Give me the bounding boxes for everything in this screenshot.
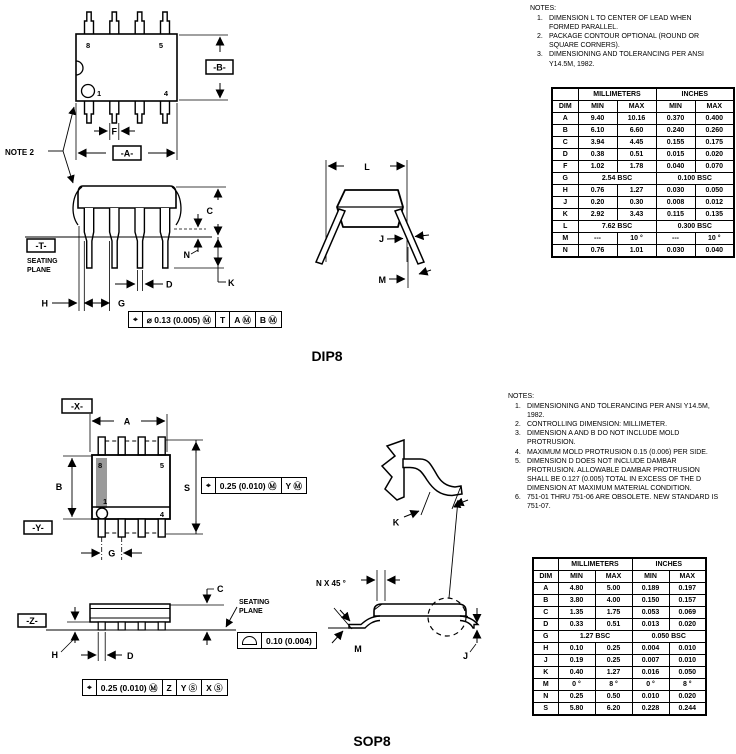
dim-cell: 0.150 xyxy=(632,595,669,607)
dim-cell: D xyxy=(533,619,558,631)
fcf-cell: ⌖ xyxy=(83,680,97,695)
dim-row xyxy=(552,209,734,221)
datum-label-Y: -Y- xyxy=(32,523,44,533)
dim-cell: 0.400 xyxy=(695,113,734,125)
dim-label-F: F xyxy=(111,126,118,137)
note-number: 5. xyxy=(515,457,521,465)
dip8-pin4-number: 4 xyxy=(163,89,168,98)
datum-label-T: -T- xyxy=(35,241,47,251)
dim-cell: 0.004 xyxy=(632,643,669,655)
note-item xyxy=(515,429,723,447)
table-column-header-row xyxy=(533,571,706,583)
note-item xyxy=(537,50,710,68)
fcf-cell: Y Ⓢ xyxy=(177,680,202,695)
note2-callout: NOTE 2 xyxy=(5,148,34,157)
dim-header: DIM xyxy=(533,571,558,583)
dim-cell: 7.62 BSC xyxy=(578,221,656,233)
fcf-cell: T xyxy=(216,312,230,327)
dim-cell: 4.00 xyxy=(595,595,632,607)
dim-cell: 3.80 xyxy=(558,595,595,607)
dip8-notes-list xyxy=(530,14,710,69)
dim-cell: 0.76 xyxy=(578,185,617,197)
dip8-pin8-number: 8 xyxy=(86,41,91,50)
dim-cell: 0.069 xyxy=(669,607,706,619)
dim-cell: 0.070 xyxy=(695,161,734,173)
sop8-feature-control-frame-top xyxy=(201,477,307,494)
dim-cell: 4.80 xyxy=(558,583,595,595)
dim-cell: 5.80 xyxy=(558,703,595,716)
note-item xyxy=(515,493,723,511)
dim-cell: 0.050 BSC xyxy=(632,631,706,643)
dim-cell: 6.60 xyxy=(617,125,656,137)
dim-label-sop-S: S xyxy=(183,483,190,493)
dim-cell: 10.16 xyxy=(617,113,656,125)
note-text: MAXIMUM MOLD PROTRUSION 0.15 (0.006) PER SIDE. xyxy=(527,448,708,456)
sop8-notes-list xyxy=(508,402,723,511)
min-header: MIN xyxy=(656,101,695,113)
note-item xyxy=(537,32,710,50)
dim-cell: 0.240 xyxy=(656,125,695,137)
dim-label-sop-M: M xyxy=(354,644,362,654)
dim-row xyxy=(552,125,734,137)
sop8-pin1-dot xyxy=(97,508,108,519)
dip8-title: DIP8 xyxy=(311,348,343,364)
min-header: MIN xyxy=(558,571,595,583)
dim-cell: 0.38 xyxy=(578,149,617,161)
blank-cell xyxy=(533,558,558,571)
dim-label-sop-G: G xyxy=(108,548,116,559)
dim-cell: 1.78 xyxy=(617,161,656,173)
fcf-cell: Z xyxy=(163,680,177,695)
dip8-feature-control-frame xyxy=(128,311,282,328)
dim-cell: M xyxy=(552,233,578,245)
dim-row xyxy=(533,667,706,679)
note-item xyxy=(515,457,723,493)
dim-row xyxy=(533,583,706,595)
fcf-cell: ⌖ xyxy=(202,478,216,493)
dip8-end-view xyxy=(316,160,431,288)
dim-row xyxy=(533,703,706,716)
note-number: 6. xyxy=(515,494,521,502)
note-number: 4. xyxy=(515,448,521,456)
dim-cell: 0.30 xyxy=(617,197,656,209)
dim-cell: 10 ° xyxy=(617,233,656,245)
dim-row xyxy=(552,221,734,233)
sop8-seating-plane-text-2: PLANE xyxy=(239,608,263,615)
dim-cell: A xyxy=(533,583,558,595)
dim-cell: 0.189 xyxy=(632,583,669,595)
dim-cell: 2.54 BSC xyxy=(578,173,656,185)
dip8-notes-title: NOTES: xyxy=(530,5,557,12)
dim-cell: J xyxy=(533,655,558,667)
table-group-header-row xyxy=(552,88,734,101)
sop8-seating-plane-text-1: SEATING xyxy=(239,599,270,606)
dim-cell: 0.25 xyxy=(558,691,595,703)
fcf-cell: B Ⓜ xyxy=(259,314,277,325)
sop8-notes xyxy=(508,392,723,511)
dim-cell: C xyxy=(533,607,558,619)
dip8-index-notch xyxy=(76,61,83,75)
dim-cell: 0.25 xyxy=(595,643,632,655)
dim-cell: N xyxy=(533,691,558,703)
sop8-profile-view xyxy=(328,598,478,652)
blank-cell xyxy=(552,88,578,101)
dim-cell: C xyxy=(552,137,578,149)
dim-row xyxy=(533,691,706,703)
dim-row xyxy=(552,149,734,161)
max-header: MAX xyxy=(617,101,656,113)
dim-cell: 0.050 xyxy=(669,667,706,679)
dim-label-sop-H: H xyxy=(51,650,58,660)
fcf-cell: 0.25 (0.010) Ⓜ xyxy=(216,478,282,493)
dim-cell: B xyxy=(533,595,558,607)
seating-plane-text-1: SEATING xyxy=(27,258,58,265)
dim-cell: 0.040 xyxy=(656,161,695,173)
dip8-top-view xyxy=(76,12,177,123)
dim-row xyxy=(533,643,706,655)
dim-label-N: N xyxy=(183,250,190,260)
dim-cell: 0.020 xyxy=(695,149,734,161)
sop8-pin5-number: 5 xyxy=(159,461,164,470)
dim-cell: 4.45 xyxy=(617,137,656,149)
note-number: 1. xyxy=(515,403,521,411)
sop8-pin4-number: 4 xyxy=(159,510,164,519)
note-number: 2. xyxy=(515,421,521,429)
dim-cell: L xyxy=(552,221,578,233)
dim-label-A: -A- xyxy=(120,148,134,159)
dim-cell: 0.157 xyxy=(669,595,706,607)
dim-cell: 3.43 xyxy=(617,209,656,221)
dim-cell: 1.27 xyxy=(595,667,632,679)
dim-cell: 0.19 xyxy=(558,655,595,667)
dim-cell: 0.100 BSC xyxy=(656,173,734,185)
dim-label-B: -B- xyxy=(213,62,226,73)
dim-cell: 0.008 xyxy=(656,197,695,209)
dim-cell: K xyxy=(552,209,578,221)
dim-label-sop-K: K xyxy=(392,517,400,528)
dim-cell: 0.030 xyxy=(656,245,695,258)
note-text: DIMENSION D DOES NOT INCLUDE DAMBAR PROTRUSION. ALLOWABLE DAMBAR PROTRUSION SHALL BE 0.127 (0.005) TOTAL IN EXCESS OF THE D DIMENSION AT MAXIMUM MATERIAL CONDITION. xyxy=(527,457,702,492)
dim-row xyxy=(552,233,734,245)
sop8-notes-title: NOTES: xyxy=(508,393,535,400)
dim-row xyxy=(533,679,706,691)
dim-cell: 9.40 xyxy=(578,113,617,125)
dim-cell: 1.27 BSC xyxy=(558,631,632,643)
note-item xyxy=(537,14,710,32)
dim-cell: 5.00 xyxy=(595,583,632,595)
dim-label-sop-C: C xyxy=(217,584,224,594)
dim-cell: 0.40 xyxy=(558,667,595,679)
dim-cell: S xyxy=(533,703,558,716)
dim-cell: 2.92 xyxy=(578,209,617,221)
dim-cell: 0.155 xyxy=(656,137,695,149)
fcf-cell: ⌖ xyxy=(129,312,143,327)
note-number: 3. xyxy=(515,430,521,438)
fcf-cell: Y Ⓜ xyxy=(285,480,302,491)
dim-cell: 0.50 xyxy=(595,691,632,703)
dim-cell: 0.20 xyxy=(578,197,617,209)
dim-cell: 0.10 xyxy=(558,643,595,655)
dim-cell: N xyxy=(552,245,578,258)
dim-label-sop-J: J xyxy=(462,651,468,661)
dim-cell: K xyxy=(533,667,558,679)
table-group-header-row xyxy=(533,558,706,571)
table-column-header-row xyxy=(552,101,734,113)
sop8-pin1-number: 1 xyxy=(103,497,108,506)
dim-cell: 1.27 xyxy=(617,185,656,197)
dim-cell: A xyxy=(552,113,578,125)
millimeters-header: MILLIMETERS xyxy=(558,558,632,571)
dim-label-sop-B: B xyxy=(55,482,63,492)
sop8-dimension-table xyxy=(532,557,707,716)
note-text: 751-01 THRU 751-06 ARE OBSOLETE. NEW STANDARD IS 751-07. xyxy=(527,494,719,511)
dim-cell: 6.10 xyxy=(578,125,617,137)
dim-cell: 0.010 xyxy=(669,643,706,655)
dim-cell: 0.020 xyxy=(669,691,706,703)
dim-cell: 0 ° xyxy=(558,679,595,691)
dim-cell: 1.35 xyxy=(558,607,595,619)
dim-label-sop-A: A xyxy=(123,416,131,427)
dim-cell: 0.33 xyxy=(558,619,595,631)
note-text: DIMENSION A AND B DO NOT INCLUDE MOLD PROTRUSION. xyxy=(527,430,680,447)
fcf-cell: ⌀ 0.13 (0.005) Ⓜ xyxy=(143,312,216,327)
note-item xyxy=(515,448,723,457)
dim-row xyxy=(533,607,706,619)
dim-label-sop-D: D xyxy=(127,651,134,661)
dim-cell: 0.51 xyxy=(617,149,656,161)
millimeters-header: MILLIMETERS xyxy=(578,88,656,101)
dim-label-sop-N45: N X 45 ° xyxy=(316,579,346,588)
dim-cell: 0.51 xyxy=(595,619,632,631)
datum-label-X: -X- xyxy=(71,401,83,412)
dim-cell: 0.244 xyxy=(669,703,706,716)
sop8-pin8-number: 8 xyxy=(98,461,103,470)
dim-cell: 3.94 xyxy=(578,137,617,149)
dim-label-D: D xyxy=(166,279,173,290)
dim-cell: 0.012 xyxy=(695,197,734,209)
dim-row xyxy=(552,185,734,197)
dim-cell: 0.010 xyxy=(669,655,706,667)
dim-cell: 1.01 xyxy=(617,245,656,258)
dim-cell: 0.175 xyxy=(695,137,734,149)
dim-row xyxy=(533,655,706,667)
max-header: MAX xyxy=(695,101,734,113)
note-text: PACKAGE CONTOUR OPTIONAL (ROUND OR SQUARE CORNERS). xyxy=(549,33,699,50)
dim-cell: 0 ° xyxy=(632,679,669,691)
sop8-title: SOP8 xyxy=(353,733,391,749)
dim-cell: 0.260 xyxy=(695,125,734,137)
note-item xyxy=(515,420,723,429)
dim-cell: F xyxy=(552,161,578,173)
dim-cell: 0.197 xyxy=(669,583,706,595)
note-text: DIMENSIONING AND TOLERANCING PER ANSI Y14.5M, 1982. xyxy=(527,403,710,420)
max-header: MAX xyxy=(669,571,706,583)
dim-cell: 0.013 xyxy=(632,619,669,631)
dim-row xyxy=(533,595,706,607)
dim-label-J: J xyxy=(378,234,384,244)
dim-cell: 0.030 xyxy=(656,185,695,197)
dim-cell: H xyxy=(552,185,578,197)
dip8-pin1-dot xyxy=(82,85,95,98)
dim-label-G: G xyxy=(118,298,126,309)
dim-row xyxy=(552,161,734,173)
dim-cell: 0.040 xyxy=(695,245,734,258)
dim-cell: 0.300 BSC xyxy=(656,221,734,233)
min-header: MIN xyxy=(578,101,617,113)
dip8-pin5-number: 5 xyxy=(158,41,163,50)
dim-cell: M xyxy=(533,679,558,691)
dim-label-M: M xyxy=(378,275,386,285)
dim-cell: D xyxy=(552,149,578,161)
fcf-cell: 0.25 (0.010) Ⓜ xyxy=(97,680,163,695)
dim-cell: 8 ° xyxy=(595,679,632,691)
dim-cell: 0.25 xyxy=(595,655,632,667)
inches-header: INCHES xyxy=(656,88,734,101)
note-item xyxy=(515,402,723,420)
dim-cell: --- xyxy=(656,233,695,245)
seating-plane-flatness-symbol xyxy=(238,633,262,648)
dim-cell: 0.050 xyxy=(695,185,734,197)
dim-cell: J xyxy=(552,197,578,209)
dim-cell: 0.016 xyxy=(632,667,669,679)
datum-label-Z: -Z- xyxy=(26,616,38,626)
dim-cell: 1.02 xyxy=(578,161,617,173)
fcf-cell: X Ⓢ xyxy=(206,682,223,693)
dim-cell: 0.053 xyxy=(632,607,669,619)
dim-row xyxy=(533,619,706,631)
dim-cell: 8 ° xyxy=(669,679,706,691)
sop8-flatness-frame xyxy=(237,632,317,649)
sop8-feature-control-frame-bottom xyxy=(82,679,228,696)
dim-label-C: C xyxy=(206,206,213,216)
note-number: 2. xyxy=(537,33,543,41)
dip8-pin1-number: 1 xyxy=(97,89,102,98)
note-text: CONTROLLING DIMENSION: MILLIMETER. xyxy=(527,421,668,429)
dim-header: DIM xyxy=(552,101,578,113)
note-text: DIMENSIONING AND TOLERANCING PER ANSI Y14.5M, 1982. xyxy=(549,51,704,68)
dim-cell: 0.007 xyxy=(632,655,669,667)
seating-plane-text-2: PLANE xyxy=(27,267,51,274)
dim-cell: H xyxy=(533,643,558,655)
dim-cell: 0.015 xyxy=(656,149,695,161)
dim-row xyxy=(533,631,706,643)
dim-cell: 0.228 xyxy=(632,703,669,716)
dim-cell: 1.75 xyxy=(595,607,632,619)
max-header: MAX xyxy=(595,571,632,583)
note-number: 3. xyxy=(537,51,543,59)
dip8-notes xyxy=(530,4,710,69)
flatness-value: 0.10 (0.004) xyxy=(266,635,312,646)
dim-row xyxy=(552,137,734,149)
dim-row xyxy=(552,173,734,185)
inches-header: INCHES xyxy=(632,558,706,571)
dim-cell: 0.135 xyxy=(695,209,734,221)
dim-cell: 0.010 xyxy=(632,691,669,703)
dim-cell: 0.115 xyxy=(656,209,695,221)
dim-cell: B xyxy=(552,125,578,137)
dim-cell: 6.20 xyxy=(595,703,632,716)
dim-row xyxy=(552,113,734,125)
min-header: MIN xyxy=(632,571,669,583)
sop8-lead-detail xyxy=(361,440,468,601)
dim-cell: 0.76 xyxy=(578,245,617,258)
dip8-dimension-table xyxy=(551,87,735,258)
dim-cell: 0.370 xyxy=(656,113,695,125)
dim-cell: --- xyxy=(578,233,617,245)
fcf-cell: A Ⓜ xyxy=(230,312,256,327)
dim-cell: G xyxy=(552,173,578,185)
note-text: DIMENSION L TO CENTER OF LEAD WHEN FORMED PARALLEL. xyxy=(549,15,692,32)
dim-cell: 0.020 xyxy=(669,619,706,631)
dim-label-K: K xyxy=(228,278,235,288)
dim-row xyxy=(552,197,734,209)
sop8-top-view xyxy=(24,399,203,560)
dim-row xyxy=(552,245,734,258)
dim-label-L: L xyxy=(364,162,370,172)
dim-cell: 10 ° xyxy=(695,233,734,245)
dim-cell: G xyxy=(533,631,558,643)
dim-label-H: H xyxy=(41,298,48,309)
note-number: 1. xyxy=(537,15,543,23)
